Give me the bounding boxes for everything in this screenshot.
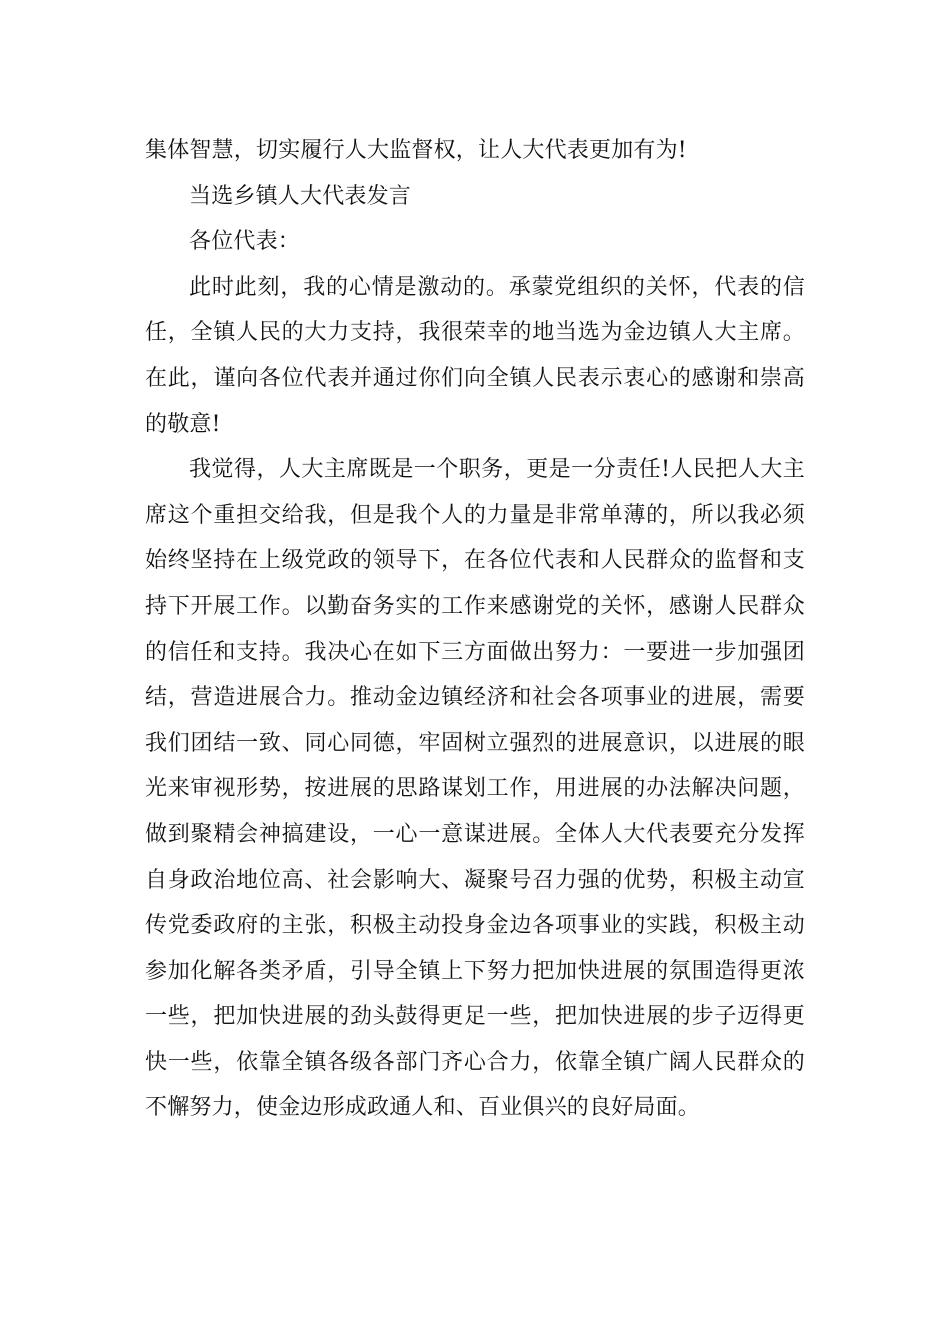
speech-title: 当选乡镇人大代表发言 xyxy=(189,183,412,209)
salutation: 各位代表： xyxy=(189,229,301,255)
paragraph-main: 我觉得，人大主席既是一个职务，更是一分责任!人民把人大主席这个重担交给我，但是我个人的力量是非常单薄的，所以我必须始终坚持在上级党政的领导下，在各位代表和人民群众的监督和支持下开展工作。以勤奋务实的工作来感谢党的关怀，感谢人民群众的信任和支持。我决心在如下三方面做出努力：一要进一步加强团结，营造进展合力。推动金边镇经济和社会各项事业的进展，需要我们团结一致、同心同德，牢固树立强烈的进展意识，以进展的眼光来审视形势，按进展的思路谋划工作，用进展的办法解决问题，做到聚精会神搞建设，一心一意谋进展。全体人大代表要充分发挥自身政治地位高、社会影响大、凝聚号召力强的优势，积极主动宣传党委政府的主张，积极主动投身金边各项事业的实践，积极主动参加化解各类矛盾，引导全镇上下努力把加快进展的氛围造得更浓一些，把加快进展的劲头鼓得更足一些，把加快进展的步子迈得更快一些，依靠全镇各级各部门齐心合力，依靠全镇广阔人民群众的不懈努力，使金边形成政通人和、百业俱兴的良好局面。 xyxy=(145,457,805,1121)
document-body xyxy=(145,128,805,1131)
paragraph-opening: 此时此刻，我的心情是激动的。承蒙党组织的关怀，代表的信任，全镇人民的大力支持，我很荣幸的地当选为金边镇人大主席。在此，谨向各位代表并通过你们向全镇人民表示衷心的感谢和崇高的敬意! xyxy=(145,274,805,437)
paragraph-continuation: 集体智慧，切实履行人大监督权，让人大代表更加有为! xyxy=(145,138,687,163)
